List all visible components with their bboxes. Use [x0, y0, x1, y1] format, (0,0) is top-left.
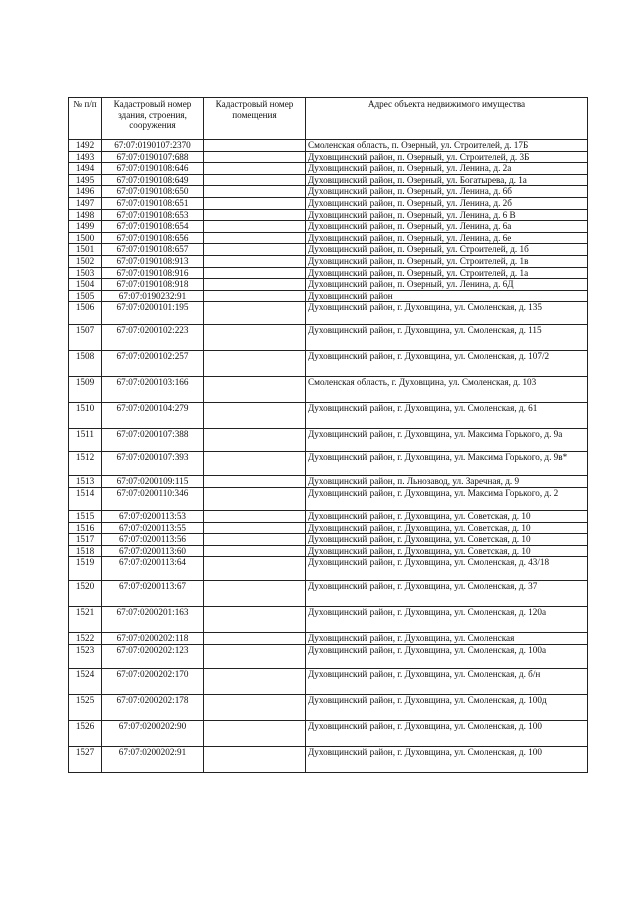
table-row	[69, 534, 588, 546]
row-number: 1497	[69, 197, 102, 209]
row-number: 1510	[69, 403, 102, 429]
building-cadastral-number: 67:07:0190108:651	[102, 197, 204, 209]
table-row	[69, 377, 588, 403]
building-cadastral-number: 67:07:0200109:115	[102, 476, 204, 488]
header-address: Адрес объекта недвижимого имущества	[306, 98, 588, 140]
room-cadastral-number	[204, 302, 306, 325]
row-number: 1523	[69, 644, 102, 668]
building-cadastral-number: 67:07:0190108:918	[102, 279, 204, 291]
room-cadastral-number	[204, 633, 306, 645]
table-row	[69, 746, 588, 772]
property-address: Духовщинский район, п. Озерный, ул. Ленина, д. 2б	[306, 197, 588, 209]
room-cadastral-number	[204, 694, 306, 720]
table-row	[69, 140, 588, 152]
building-cadastral-number: 67:07:0200113:60	[102, 545, 204, 557]
header-number: № п/п	[69, 98, 102, 140]
building-cadastral-number: 67:07:0200103:166	[102, 377, 204, 403]
table-row	[69, 267, 588, 279]
table-row	[69, 510, 588, 522]
row-number: 1527	[69, 746, 102, 772]
building-cadastral-number: 67:07:0200202:170	[102, 668, 204, 694]
property-address: Духовщинский район, п. Озерный, ул. Ленина, д. 6а	[306, 221, 588, 233]
building-cadastral-number: 67:07:0200113:64	[102, 557, 204, 581]
row-number: 1520	[69, 581, 102, 607]
table-row	[69, 232, 588, 244]
property-address: Духовщинский район, г. Духовщина, ул. Советская, д. 10	[306, 522, 588, 534]
room-cadastral-number	[204, 429, 306, 452]
table-row	[69, 607, 588, 633]
room-cadastral-number	[204, 644, 306, 668]
room-cadastral-number	[204, 720, 306, 746]
row-number: 1500	[69, 232, 102, 244]
building-cadastral-number: 67:07:0200113:67	[102, 581, 204, 607]
building-cadastral-number: 67:07:0200113:56	[102, 534, 204, 546]
row-number: 1514	[69, 487, 102, 510]
property-address: Духовщинский район, п. Озерный, ул. Ленина, д. 6б	[306, 186, 588, 198]
building-cadastral-number: 67:07:0190108:913	[102, 255, 204, 267]
room-cadastral-number	[204, 510, 306, 522]
row-number: 1517	[69, 534, 102, 546]
row-number: 1493	[69, 151, 102, 163]
row-number: 1508	[69, 351, 102, 377]
property-address: Духовщинский район, г. Духовщина, ул. Смоленская, д. б/н	[306, 668, 588, 694]
table-row	[69, 487, 588, 510]
building-cadastral-number: 67:07:0200104:279	[102, 403, 204, 429]
table-body	[69, 140, 588, 773]
table-row	[69, 668, 588, 694]
room-cadastral-number	[204, 140, 306, 152]
building-cadastral-number: 67:07:0190107:688	[102, 151, 204, 163]
row-number: 1492	[69, 140, 102, 152]
room-cadastral-number	[204, 522, 306, 534]
table-row	[69, 163, 588, 175]
row-number: 1518	[69, 545, 102, 557]
room-cadastral-number	[204, 487, 306, 510]
table-row	[69, 557, 588, 581]
building-cadastral-number: 67:07:0200201:163	[102, 607, 204, 633]
row-number: 1494	[69, 163, 102, 175]
row-number: 1505	[69, 290, 102, 302]
row-number: 1495	[69, 174, 102, 186]
table-row	[69, 151, 588, 163]
room-cadastral-number	[204, 668, 306, 694]
table-row	[69, 452, 588, 476]
property-address: Духовщинский район, г. Духовщина, ул. Смоленская, д. 100	[306, 746, 588, 772]
building-cadastral-number: 67:07:0200101:195	[102, 302, 204, 325]
row-number: 1499	[69, 221, 102, 233]
table-row	[69, 633, 588, 645]
property-address: Духовщинский район, п. Озерный, ул. Ленина, д. 6 В	[306, 209, 588, 221]
property-address: Духовщинский район, п. Озерный, ул. Строителей, д. 1а	[306, 267, 588, 279]
building-cadastral-number: 67:07:0190108:656	[102, 232, 204, 244]
room-cadastral-number	[204, 377, 306, 403]
property-address: Духовщинский район, п. Озерный, ул. Ленина, д. 6е	[306, 232, 588, 244]
room-cadastral-number	[204, 209, 306, 221]
table-row	[69, 476, 588, 488]
building-cadastral-number: 67:07:0200110:346	[102, 487, 204, 510]
row-number: 1509	[69, 377, 102, 403]
table-row	[69, 221, 588, 233]
building-cadastral-number: 67:07:0200113:53	[102, 510, 204, 522]
table-header-row	[69, 98, 588, 140]
row-number: 1502	[69, 255, 102, 267]
room-cadastral-number	[204, 607, 306, 633]
table-row	[69, 522, 588, 534]
table-row	[69, 644, 588, 668]
row-number: 1498	[69, 209, 102, 221]
row-number: 1525	[69, 694, 102, 720]
table-row	[69, 325, 588, 351]
room-cadastral-number	[204, 163, 306, 175]
table-row	[69, 720, 588, 746]
property-address: Духовщинский район, г. Духовщина, ул. Советская, д. 10	[306, 534, 588, 546]
table-row	[69, 279, 588, 291]
property-address: Духовщинский район, г. Духовщина, ул. Советская, д. 10	[306, 510, 588, 522]
building-cadastral-number: 67:07:0200102:257	[102, 351, 204, 377]
property-address: Духовщинский район, г. Духовщина, ул. Смоленская, д. 43/18	[306, 557, 588, 581]
property-address: Духовщинский район, г. Духовщина, ул. Смоленская, д. 100д	[306, 694, 588, 720]
building-cadastral-number: 67:07:0190108:649	[102, 174, 204, 186]
row-number: 1511	[69, 429, 102, 452]
room-cadastral-number	[204, 476, 306, 488]
row-number: 1503	[69, 267, 102, 279]
row-number: 1515	[69, 510, 102, 522]
room-cadastral-number	[204, 452, 306, 476]
property-address: Духовщинский район, г. Духовщина, ул. Смоленская, д. 120а	[306, 607, 588, 633]
row-number: 1524	[69, 668, 102, 694]
room-cadastral-number	[204, 534, 306, 546]
room-cadastral-number	[204, 279, 306, 291]
property-address: Смоленская область, г. Духовщина, ул. Смоленская, д. 103	[306, 377, 588, 403]
building-cadastral-number: 67:07:0190108:916	[102, 267, 204, 279]
property-address: Духовщинский район, п. Льнозавод, ул. Заречная, д. 9	[306, 476, 588, 488]
building-cadastral-number: 67:07:0200202:123	[102, 644, 204, 668]
property-address: Духовщинский район, г. Духовщина, ул. Смоленская, д. 107/2	[306, 351, 588, 377]
property-address: Духовщинский район, г. Духовщина, ул. Советская, д. 10	[306, 545, 588, 557]
property-address: Духовщинский район, г. Духовщина, ул. Смоленская, д. 100	[306, 720, 588, 746]
building-cadastral-number: 67:07:0200107:393	[102, 452, 204, 476]
building-cadastral-number: 67:07:0200202:90	[102, 720, 204, 746]
table-row	[69, 403, 588, 429]
building-cadastral-number: 67:07:0200113:55	[102, 522, 204, 534]
room-cadastral-number	[204, 197, 306, 209]
room-cadastral-number	[204, 232, 306, 244]
row-number: 1496	[69, 186, 102, 198]
room-cadastral-number	[204, 545, 306, 557]
property-address: Духовщинский район, п. Озерный, ул. Строителей, д. 3Б	[306, 151, 588, 163]
property-address: Духовщинский район, г. Духовщина, ул. Максима Горького, д. 9а	[306, 429, 588, 452]
header-cadastral-number: Кадастровый номер здания, строения, сооружения	[102, 98, 204, 140]
room-cadastral-number	[204, 325, 306, 351]
property-address: Духовщинский район, г. Духовщина, ул. Смоленская, д. 100а	[306, 644, 588, 668]
room-cadastral-number	[204, 290, 306, 302]
row-number: 1501	[69, 244, 102, 256]
property-address: Духовщинский район	[306, 290, 588, 302]
building-cadastral-number: 67:07:0190108:657	[102, 244, 204, 256]
property-address: Духовщинский район, г. Духовщина, ул. Смоленская, д. 115	[306, 325, 588, 351]
property-address: Духовщинский район, п. Озерный, ул. Строителей, д. 1в	[306, 255, 588, 267]
table-row	[69, 302, 588, 325]
property-address: Духовщинский район, г. Духовщина, ул. Смоленская, д. 37	[306, 581, 588, 607]
property-address: Духовщинский район, г. Духовщина, ул. Максима Горького, д. 2	[306, 487, 588, 510]
row-number: 1519	[69, 557, 102, 581]
row-number: 1512	[69, 452, 102, 476]
building-cadastral-number: 67:07:0200202:178	[102, 694, 204, 720]
table-row	[69, 186, 588, 198]
room-cadastral-number	[204, 151, 306, 163]
building-cadastral-number: 67:07:0190232:91	[102, 290, 204, 302]
building-cadastral-number: 67:07:0190108:654	[102, 221, 204, 233]
table-row	[69, 694, 588, 720]
row-number: 1504	[69, 279, 102, 291]
table-row	[69, 429, 588, 452]
table-row	[69, 244, 588, 256]
row-number: 1516	[69, 522, 102, 534]
property-address: Духовщинский район, п. Озерный, ул. Ленина, д. 6Д	[306, 279, 588, 291]
building-cadastral-number: 67:07:0190108:646	[102, 163, 204, 175]
room-cadastral-number	[204, 221, 306, 233]
property-address: Духовщинский район, п. Озерный, ул. Богатырева, д. 1а	[306, 174, 588, 186]
property-registry-table	[68, 97, 588, 773]
row-number: 1522	[69, 633, 102, 645]
row-number: 1513	[69, 476, 102, 488]
property-address: Духовщинский район, п. Озерный, ул. Ленина, д. 2а	[306, 163, 588, 175]
room-cadastral-number	[204, 581, 306, 607]
row-number: 1506	[69, 302, 102, 325]
building-cadastral-number: 67:07:0190108:653	[102, 209, 204, 221]
row-number: 1521	[69, 607, 102, 633]
room-cadastral-number	[204, 403, 306, 429]
property-address: Духовщинский район, г. Духовщина, ул. Максима Горького, д. 9в*	[306, 452, 588, 476]
room-cadastral-number	[204, 255, 306, 267]
row-number: 1526	[69, 720, 102, 746]
property-address: Духовщинский район, п. Озерный, ул. Строителей, д. 1б	[306, 244, 588, 256]
room-cadastral-number	[204, 351, 306, 377]
header-room-cadastral-number: Кадастровый номер помещения	[204, 98, 306, 140]
table-row	[69, 255, 588, 267]
building-cadastral-number: 67:07:0200107:388	[102, 429, 204, 452]
building-cadastral-number: 67:07:0200202:118	[102, 633, 204, 645]
property-address: Духовщинский район, г. Духовщина, ул. Смоленская, д. 61	[306, 403, 588, 429]
building-cadastral-number: 67:07:0200202:91	[102, 746, 204, 772]
room-cadastral-number	[204, 186, 306, 198]
room-cadastral-number	[204, 746, 306, 772]
table-row	[69, 209, 588, 221]
property-address: Духовщинский район, г. Духовщина, ул. Смоленская, д. 135	[306, 302, 588, 325]
property-address: Смоленская область, п. Озерный, ул. Строителей, д. 17Б	[306, 140, 588, 152]
building-cadastral-number: 67:07:0190107:2370	[102, 140, 204, 152]
room-cadastral-number	[204, 267, 306, 279]
room-cadastral-number	[204, 174, 306, 186]
row-number: 1507	[69, 325, 102, 351]
room-cadastral-number	[204, 244, 306, 256]
table-row	[69, 581, 588, 607]
table-row	[69, 197, 588, 209]
table-row	[69, 545, 588, 557]
table-row	[69, 174, 588, 186]
table-row	[69, 351, 588, 377]
table-row	[69, 290, 588, 302]
room-cadastral-number	[204, 557, 306, 581]
building-cadastral-number: 67:07:0200102:223	[102, 325, 204, 351]
property-address: Духовщинский район, г. Духовщина, ул. Смоленская	[306, 633, 588, 645]
building-cadastral-number: 67:07:0190108:650	[102, 186, 204, 198]
